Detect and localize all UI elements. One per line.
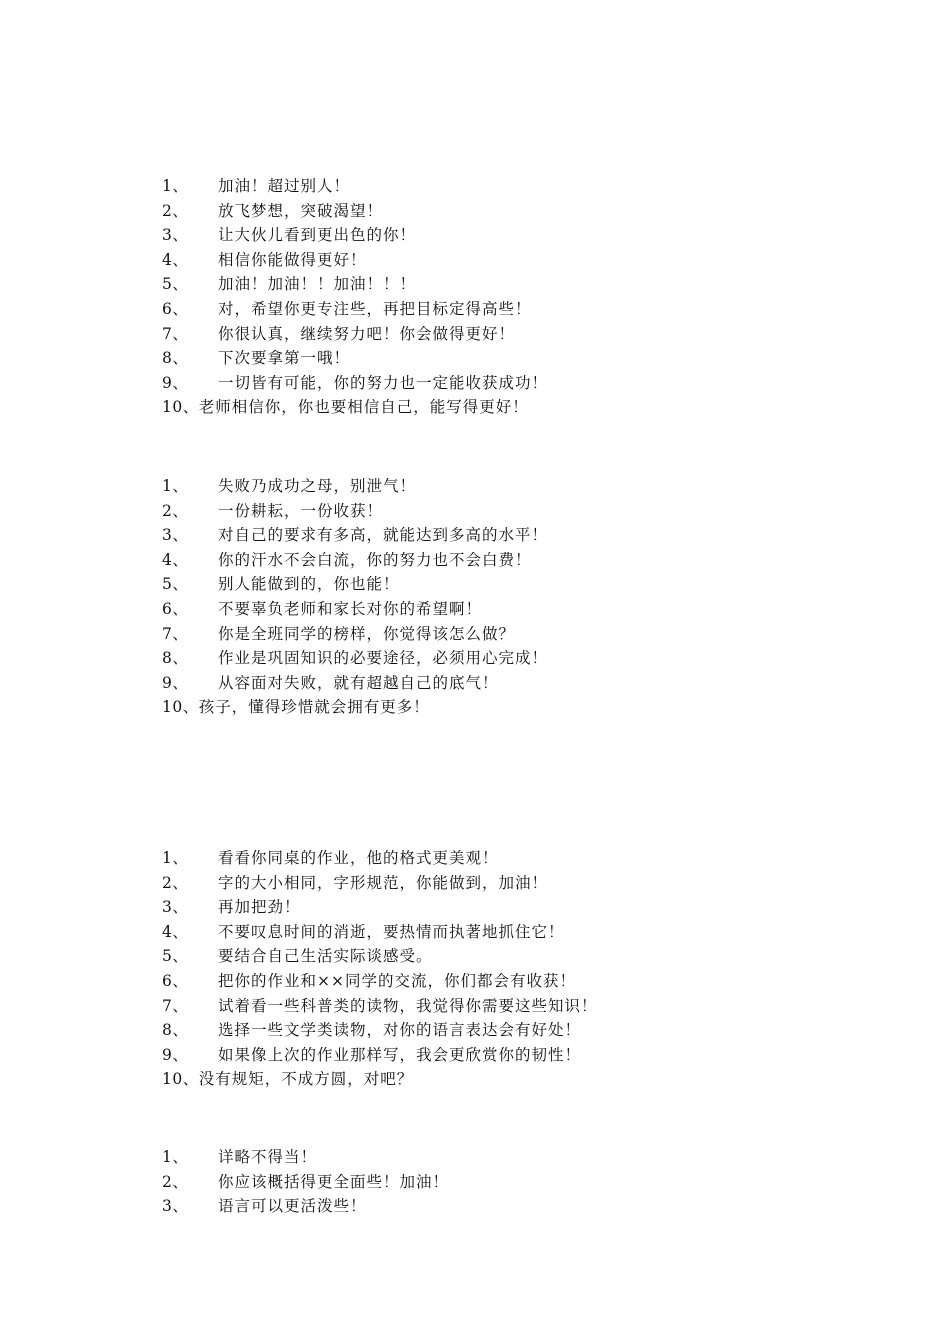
item-text: 相信你能做得更好！ [218, 250, 367, 269]
comment-list-1 [162, 174, 782, 420]
list-item [162, 920, 782, 945]
item-number: 8、 [162, 649, 189, 668]
item-text: 你很认真，继续努力吧！你会做得更好！ [218, 324, 516, 343]
item-text: 对，希望你更专注些，再把目标定得高些！ [218, 299, 532, 318]
item-number: 2、 [162, 873, 189, 892]
item-number: 5、 [162, 947, 189, 966]
item-text: 你应该概括得更全面些！加油！ [218, 1172, 450, 1191]
item-text: 把你的作业和××同学的交流，你们都会有收获！ [218, 971, 576, 990]
item-text: 不要叹息时间的消逝，要热情而执著地抓住它！ [218, 922, 565, 941]
list-item [162, 994, 782, 1019]
item-number: 1、 [162, 477, 189, 495]
item-number: 7、 [162, 324, 189, 343]
list-item [162, 371, 782, 396]
item-number: 4、 [162, 550, 189, 569]
list-item [162, 523, 782, 548]
list-item [162, 548, 782, 573]
list-item [162, 671, 782, 696]
item-number: 5、 [162, 575, 189, 594]
list-item [162, 174, 782, 199]
item-text: 要结合自己生活实际谈感受。 [218, 947, 433, 966]
item-text: 看看你同桌的作业，他的格式更美观！ [218, 849, 499, 867]
list-item [162, 1170, 782, 1195]
list-item [162, 1067, 782, 1092]
item-text: 详略不得当！ [218, 1148, 318, 1166]
item-text: 从容面对失败，就有超越自己的底气！ [218, 673, 499, 692]
item-number: 9、 [162, 1045, 189, 1064]
item-text: 选择一些文学类读物，对你的语言表达会有好处！ [218, 1021, 582, 1040]
item-text: 试着看一些科普类的读物，我觉得你需要这些知识！ [218, 996, 598, 1015]
item-number: 10、 [162, 1070, 199, 1089]
item-text: 失败乃成功之母，别泄气！ [218, 477, 417, 495]
list-item [162, 597, 782, 622]
list-item [162, 297, 782, 322]
item-number: 3、 [162, 898, 189, 917]
list-item [162, 1194, 782, 1219]
comment-list-3 [162, 846, 782, 1092]
item-number: 1、 [162, 1148, 189, 1166]
item-text: 下次要拿第一哦！ [218, 349, 351, 368]
item-number: 2、 [162, 501, 189, 520]
item-number: 7、 [162, 624, 189, 643]
list-item [162, 499, 782, 524]
list-item [162, 846, 782, 871]
item-number: 8、 [162, 1021, 189, 1040]
item-text: 再加把劲！ [218, 898, 301, 917]
list-item [162, 895, 782, 920]
item-number: 2、 [162, 1172, 189, 1191]
item-number: 6、 [162, 971, 189, 990]
comment-list-2 [162, 474, 782, 720]
item-number: 7、 [162, 996, 189, 1015]
list-item [162, 871, 782, 896]
list-item [162, 199, 782, 224]
item-number: 9、 [162, 673, 189, 692]
list-item [162, 1018, 782, 1043]
item-text: 你是全班同学的榜样，你觉得该怎么做？ [218, 624, 516, 643]
item-text: 孩子，懂得珍惜就会拥有更多！ [198, 698, 430, 717]
list-item [162, 248, 782, 273]
comment-list-4 [162, 1145, 782, 1219]
item-text: 你的汗水不会白流，你的努力也不会白费！ [218, 550, 532, 569]
item-text: 一份耕耘，一份收获！ [218, 501, 384, 520]
item-text: 让大伙儿看到更出色的你！ [218, 226, 417, 245]
item-number: 8、 [162, 349, 189, 368]
item-number: 2、 [162, 201, 189, 220]
item-number: 4、 [162, 922, 189, 941]
item-text: 老师相信你，你也要相信自己，能写得更好！ [198, 398, 529, 417]
list-item [162, 346, 782, 371]
list-item [162, 322, 782, 347]
list-item [162, 474, 782, 499]
item-text: 加油！超过别人！ [218, 177, 351, 195]
item-text: 不要辜负老师和家长对你的希望啊！ [218, 599, 483, 618]
item-number: 3、 [162, 526, 189, 545]
list-item [162, 695, 782, 720]
item-text: 作业是巩固知识的必要途径，必须用心完成！ [218, 649, 549, 668]
item-number: 5、 [162, 275, 189, 294]
item-text: 别人能做到的，你也能！ [218, 575, 400, 594]
list-item [162, 622, 782, 647]
item-text: 没有规矩，不成方圆，对吧？ [198, 1070, 414, 1089]
list-item [162, 1043, 782, 1068]
item-number: 9、 [162, 373, 189, 392]
item-number: 10、 [162, 698, 199, 717]
item-number: 1、 [162, 177, 189, 195]
list-item [162, 1145, 782, 1170]
item-number: 6、 [162, 299, 189, 318]
item-number: 3、 [162, 1197, 189, 1216]
list-item [162, 395, 782, 420]
item-number: 4、 [162, 250, 189, 269]
list-item [162, 969, 782, 994]
list-item [162, 646, 782, 671]
item-number: 3、 [162, 226, 189, 245]
item-text: 如果像上次的作业那样写，我会更欣赏你的韧性！ [218, 1045, 582, 1064]
item-text: 对自己的要求有多高，就能达到多高的水平！ [218, 526, 549, 545]
item-number: 6、 [162, 599, 189, 618]
list-item [162, 223, 782, 248]
item-text: 一切皆有可能，你的努力也一定能收获成功！ [218, 373, 549, 392]
item-text: 语言可以更活泼些！ [218, 1197, 367, 1216]
item-text: 字的大小相同，字形规范，你能做到，加油！ [218, 873, 549, 892]
list-item [162, 272, 782, 297]
item-number: 1、 [162, 849, 189, 867]
list-item [162, 572, 782, 597]
item-number: 10、 [162, 398, 199, 417]
item-text: 放飞梦想，突破渴望！ [218, 201, 384, 220]
list-item [162, 944, 782, 969]
item-text: 加油！加油！！加油！！！ [218, 275, 417, 294]
